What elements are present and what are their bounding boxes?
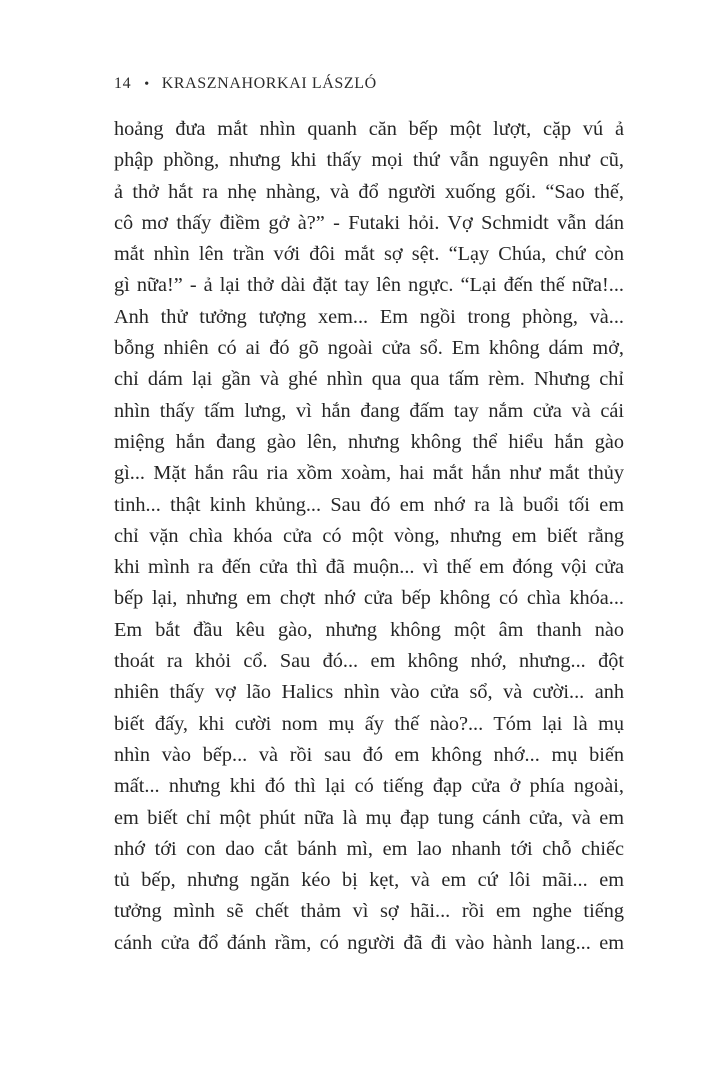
text-line: ả thở hắt ra nhẹ nhàng, và đổ người xuống gối. “Sao thế, [114,180,624,203]
author-name: KRASZNAHORKAI LÁSZLÓ [161,75,377,92]
text-line: Anh thử tưởng tượng xem... Em ngồi trong phòng, và... [114,305,624,328]
text-line: gì... Mặt hắn râu ria xồm xoàm, hai mắt hắn như mắt thủy [114,462,624,485]
text-line: biết đấy, khi cười nom mụ ấy thế nào?... Tóm lại là mụ [114,712,624,735]
text-line: miệng hắn đang gào lên, nhưng không thể hiểu hắn gào [114,430,624,453]
text-line: bỗng nhiên có ai đó gõ ngoài cửa sổ. Em không dám mở, [114,337,624,360]
text-line: nhìn thấy tấm lưng, vì hắn đang đấm tay nắm cửa và cái [114,399,624,422]
text-line: cánh cửa đổ đánh rầm, có người đã đi vào hành lang... em [114,931,624,954]
header-separator: • [144,77,150,92]
body-text [114,114,624,959]
text-line: tinh... thật kinh khủng... Sau đó em nhớ ra là buổi tối em [114,493,624,516]
text-line: nhớ tới con dao cắt bánh mì, em lao nhanh tới chỗ chiếc [114,837,624,860]
text-line: Em bắt đầu kêu gào, nhưng không một âm thanh nào [114,618,624,641]
text-line: mất... nhưng khi đó thì lại có tiếng đạp cửa ở phía ngoài, [114,775,624,798]
text-line: em biết chỉ một phút nữa là mụ đạp tung cánh cửa, và em [114,806,624,829]
text-line: nhìn vào bếp... và rồi sau đó em không nhớ... mụ biến [114,743,624,766]
text-line: hoảng đưa mắt nhìn quanh căn bếp một lượt, cặp vú ả [114,118,624,140]
text-line: nhiên thấy vợ lão Halics nhìn vào cửa sổ, và cười... anh [114,681,624,704]
text-line: mắt nhìn lên trần với đôi mắt sợ sệt. “Lạy Chúa, chứ còn [114,243,624,266]
text-line: thoát ra khỏi cổ. Sau đó... em không nhớ, nhưng... đột [114,650,624,673]
text-line: phập phồng, nhưng khi thấy mọi thứ vẫn nguyên như cũ, [114,149,624,172]
running-header [114,73,377,96]
text-line: chỉ vặn chìa khóa cửa có một vòng, nhưng em biết rằng [114,524,624,547]
text-line: bếp lại, nhưng em chợt nhớ cửa bếp không có chìa khóa... [114,587,624,610]
text-line: khi mình ra đến cửa thì đã muộn... vì thế em đóng vội cửa [114,556,624,579]
text-line: tưởng mình sẽ chết thảm vì sợ hãi... rồi em nghe tiếng [114,900,624,923]
text-line: gì nữa!” - ả lại thở dài đặt tay lên ngực. “Lại đến thế nữa!... [114,274,624,297]
text-line: chỉ dám lại gần và ghé nhìn qua qua tấm rèm. Nhưng chỉ [114,368,624,391]
text-line: cô mơ thấy điềm gở à?” - Futaki hỏi. Vợ Schmidt vẫn dán [114,211,624,234]
page-number: 14 [114,75,132,92]
text-line: tủ bếp, nhưng ngăn kéo bị kẹt, và em cứ lôi mãi... em [114,869,624,892]
